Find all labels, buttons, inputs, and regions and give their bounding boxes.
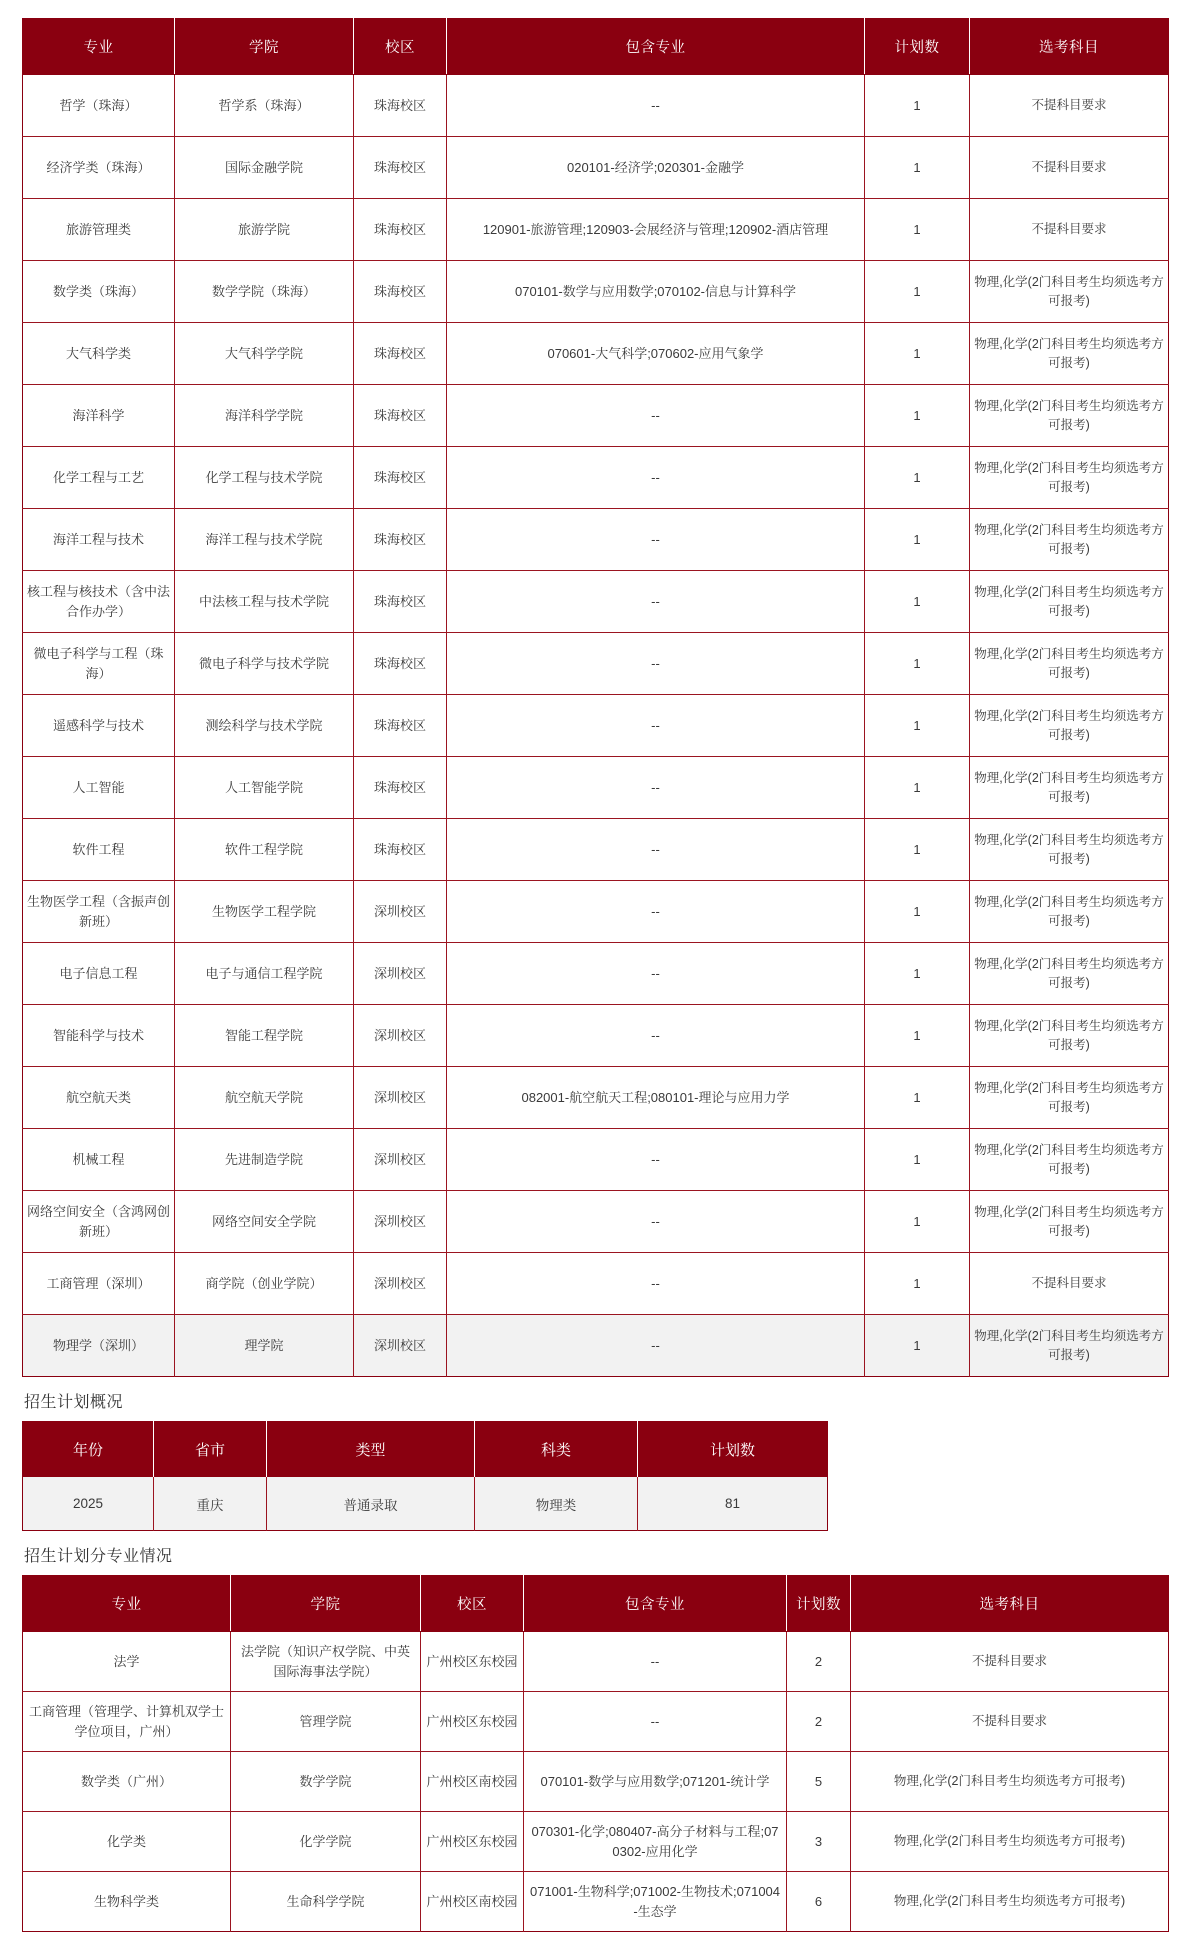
table-body: [23, 1632, 1169, 1932]
cell-major-name: 旅游管理类: [23, 199, 175, 261]
cell-plan-count: 1: [865, 1129, 970, 1191]
cell-college-name: 人工智能学院: [175, 757, 354, 819]
table-row: [23, 137, 1169, 199]
cell-plan-count: 1: [865, 1005, 970, 1067]
cell-campus-name: 珠海校区: [354, 633, 447, 695]
table-row: [23, 819, 1169, 881]
cell-campus-name: 深圳校区: [354, 881, 447, 943]
cell-contained-majors: 020101-经济学;020301-金融学: [447, 137, 865, 199]
cell-subject-requirement: 物理,化学(2门科目考生均须选考方可报考): [970, 1315, 1169, 1377]
cell-plan-count: 1: [865, 75, 970, 137]
cell-plan-count: 1: [865, 943, 970, 1005]
table-row: [23, 1477, 828, 1531]
cell-subject-requirement: 物理,化学(2门科目考生均须选考方可报考): [970, 447, 1169, 509]
cell-subject-requirement: 物理,化学(2门科目考生均须选考方可报考): [851, 1872, 1169, 1932]
cell-college-name: 大气科学学院: [175, 323, 354, 385]
cell-campus-name: 珠海校区: [354, 75, 447, 137]
cell-college-name: 旅游学院: [175, 199, 354, 261]
table-header: [23, 19, 1169, 75]
cell-plan-count: 1: [865, 323, 970, 385]
cell-college-name: 化学学院: [231, 1812, 421, 1872]
cell-campus-name: 珠海校区: [354, 137, 447, 199]
cell-campus-name: 广州校区南校园: [421, 1752, 524, 1812]
table-row: [23, 1067, 1169, 1129]
cell-contained-majors: --: [447, 1253, 865, 1315]
cell-college-name: 化学工程与技术学院: [175, 447, 354, 509]
cell-subject-requirement: 物理,化学(2门科目考生均须选考方可报考): [970, 509, 1169, 571]
table-row: [23, 75, 1169, 137]
table-row: [23, 571, 1169, 633]
cell-major-name: 遥感科学与技术: [23, 695, 175, 757]
cell-plan-count: 5: [787, 1752, 851, 1812]
table-row: [23, 509, 1169, 571]
table-row: [23, 323, 1169, 385]
cell-plan-count: 1: [865, 447, 970, 509]
column-header-subject: 选考科目: [970, 19, 1169, 75]
table-row: [23, 1129, 1169, 1191]
cell-plan-count: 1: [865, 1315, 970, 1377]
cell-campus-name: 深圳校区: [354, 1129, 447, 1191]
table-row: [23, 633, 1169, 695]
cell-plan-count: 2: [787, 1692, 851, 1752]
cell-plan-count: 1: [865, 137, 970, 199]
table-row: [23, 1872, 1169, 1932]
table-row: [23, 695, 1169, 757]
table-row: [23, 757, 1169, 819]
cell-plan-count: 1: [865, 1191, 970, 1253]
cell-plan-count: 3: [787, 1812, 851, 1872]
cell-campus-name: 广州校区东校园: [421, 1692, 524, 1752]
cell-major-name: 工商管理（管理学、计算机双学士学位项目，广州）: [23, 1692, 231, 1752]
cell-college-name: 管理学院: [231, 1692, 421, 1752]
cell-campus-name: 深圳校区: [354, 943, 447, 1005]
cell-major-name: 工商管理（深圳）: [23, 1253, 175, 1315]
cell-contained-majors: 120901-旅游管理;120903-会展经济与管理;120902-酒店管理: [447, 199, 865, 261]
cell-major-name: 大气科学类: [23, 323, 175, 385]
cell-college-name: 海洋科学学院: [175, 385, 354, 447]
major-plan-table-top: [22, 18, 1169, 1377]
column-header-campus: 校区: [421, 1576, 524, 1632]
cell-major-name: 化学工程与工艺: [23, 447, 175, 509]
cell-plan-count: 1: [865, 261, 970, 323]
table-row: [23, 447, 1169, 509]
cell-campus-name: 珠海校区: [354, 571, 447, 633]
cell-college-name: 海洋工程与技术学院: [175, 509, 354, 571]
cell-province: 重庆: [154, 1477, 267, 1531]
cell-contained-majors: --: [447, 385, 865, 447]
table-row: [23, 1253, 1169, 1315]
cell-subject-requirement: 物理,化学(2门科目考生均须选考方可报考): [970, 633, 1169, 695]
cell-major-name: 数学类（珠海）: [23, 261, 175, 323]
cell-major-name: 数学类（广州）: [23, 1752, 231, 1812]
cell-subject-requirement: 物理,化学(2门科目考生均须选考方可报考): [970, 695, 1169, 757]
cell-college-name: 数学学院（珠海）: [175, 261, 354, 323]
cell-campus-name: 珠海校区: [354, 509, 447, 571]
column-header-contains: 包含专业: [447, 19, 865, 75]
cell-contained-majors: --: [447, 757, 865, 819]
column-header-contains: 包含专业: [524, 1576, 787, 1632]
cell-plan-count: 1: [865, 1067, 970, 1129]
cell-subject-requirement: 物理,化学(2门科目考生均须选考方可报考): [970, 1129, 1169, 1191]
cell-subject-requirement: 不提科目要求: [970, 199, 1169, 261]
cell-contained-majors: 082001-航空航天工程;080101-理论与应用力学: [447, 1067, 865, 1129]
cell-subject-requirement: 物理,化学(2门科目考生均须选考方可报考): [970, 1067, 1169, 1129]
column-header-subject: 选考科目: [851, 1576, 1169, 1632]
cell-contained-majors: 070101-数学与应用数学;070102-信息与计算科学: [447, 261, 865, 323]
cell-plan-count: 1: [865, 757, 970, 819]
cell-campus-name: 珠海校区: [354, 261, 447, 323]
cell-major-name: 航空航天类: [23, 1067, 175, 1129]
cell-plan-count: 1: [865, 509, 970, 571]
cell-major-name: 生物科学类: [23, 1872, 231, 1932]
cell-subject-requirement: 物理,化学(2门科目考生均须选考方可报考): [970, 261, 1169, 323]
cell-campus-name: 珠海校区: [354, 695, 447, 757]
cell-subject-requirement: 不提科目要求: [970, 75, 1169, 137]
cell-contained-majors: 070601-大气科学;070602-应用气象学: [447, 323, 865, 385]
cell-campus-name: 珠海校区: [354, 819, 447, 881]
cell-major-name: 人工智能: [23, 757, 175, 819]
column-header-category: 科类: [475, 1422, 638, 1478]
summary-table-body: [23, 1477, 828, 1531]
cell-college-name: 先进制造学院: [175, 1129, 354, 1191]
major-section-title: 招生计划分专业情况: [24, 1548, 173, 1565]
cell-contained-majors: --: [447, 509, 865, 571]
cell-college-name: 电子与通信工程学院: [175, 943, 354, 1005]
table-row: [23, 943, 1169, 1005]
cell-plan-count: 1: [865, 633, 970, 695]
cell-campus-name: 珠海校区: [354, 757, 447, 819]
cell-major-name: 经济学类（珠海）: [23, 137, 175, 199]
cell-plan-count: 81: [638, 1477, 828, 1531]
table-row: [23, 1752, 1169, 1812]
cell-college-name: 中法核工程与技术学院: [175, 571, 354, 633]
cell-major-name: 智能科学与技术: [23, 1005, 175, 1067]
column-header-count: 计划数: [865, 19, 970, 75]
cell-college-name: 智能工程学院: [175, 1005, 354, 1067]
cell-subject-requirement: 物理,化学(2门科目考生均须选考方可报考): [970, 1191, 1169, 1253]
table-row: [23, 1005, 1169, 1067]
major-plan-table-bottom: [22, 1575, 1169, 1932]
cell-subject-requirement: 物理,化学(2门科目考生均须选考方可报考): [970, 819, 1169, 881]
table-row: [23, 261, 1169, 323]
column-header-year: 年份: [23, 1422, 154, 1478]
cell-campus-name: 珠海校区: [354, 447, 447, 509]
cell-major-name: 机械工程: [23, 1129, 175, 1191]
cell-subject-requirement: 物理,化学(2门科目考生均须选考方可报考): [970, 757, 1169, 819]
table-body: [23, 75, 1169, 1377]
cell-contained-majors: --: [447, 1191, 865, 1253]
cell-contained-majors: --: [447, 881, 865, 943]
cell-campus-name: 深圳校区: [354, 1315, 447, 1377]
table-row: [23, 1812, 1169, 1872]
cell-subject-requirement: 不提科目要求: [851, 1692, 1169, 1752]
cell-year: 2025: [23, 1477, 154, 1531]
cell-major-name: 物理学（深圳）: [23, 1315, 175, 1377]
table-row: [23, 1692, 1169, 1752]
cell-college-name: 网络空间安全学院: [175, 1191, 354, 1253]
column-header-campus: 校区: [354, 19, 447, 75]
cell-contained-majors: 070301-化学;080407-高分子材料与工程;070302-应用化学: [524, 1812, 787, 1872]
summary-table-header: [23, 1422, 828, 1478]
summary-section-title: 招生计划概况: [24, 1394, 124, 1411]
cell-major-name: 海洋工程与技术: [23, 509, 175, 571]
cell-campus-name: 深圳校区: [354, 1191, 447, 1253]
column-header-count: 计划数: [638, 1422, 828, 1478]
cell-contained-majors: --: [447, 75, 865, 137]
cell-plan-count: 1: [865, 199, 970, 261]
cell-contained-majors: 071001-生物科学;071002-生物技术;071004-生态学: [524, 1872, 787, 1932]
cell-contained-majors: --: [447, 447, 865, 509]
cell-college-name: 软件工程学院: [175, 819, 354, 881]
summary-table: [22, 1421, 828, 1531]
cell-subject-requirement: 不提科目要求: [970, 137, 1169, 199]
cell-subject-requirement: 物理,化学(2门科目考生均须选考方可报考): [851, 1752, 1169, 1812]
table-row: [23, 199, 1169, 261]
cell-major-name: 软件工程: [23, 819, 175, 881]
cell-contained-majors: 070101-数学与应用数学;071201-统计学: [524, 1752, 787, 1812]
cell-campus-name: 深圳校区: [354, 1253, 447, 1315]
cell-college-name: 生物医学工程学院: [175, 881, 354, 943]
cell-campus-name: 珠海校区: [354, 385, 447, 447]
column-header-province: 省市: [154, 1422, 267, 1478]
table-row: [23, 881, 1169, 943]
column-header-major: 专业: [23, 1576, 231, 1632]
cell-subject-requirement: 不提科目要求: [851, 1632, 1169, 1692]
cell-type: 普通录取: [267, 1477, 475, 1531]
cell-subject-requirement: 物理,化学(2门科目考生均须选考方可报考): [851, 1812, 1169, 1872]
cell-contained-majors: --: [447, 943, 865, 1005]
table-row: [23, 1191, 1169, 1253]
column-header-college: 学院: [175, 19, 354, 75]
cell-college-name: 法学院（知识产权学院、中英国际海事法学院）: [231, 1632, 421, 1692]
cell-major-name: 核工程与核技术（含中法合作办学）: [23, 571, 175, 633]
cell-college-name: 测绘科学与技术学院: [175, 695, 354, 757]
header-row: [23, 1422, 828, 1478]
cell-college-name: 哲学系（珠海）: [175, 75, 354, 137]
cell-contained-majors: --: [524, 1692, 787, 1752]
cell-subject-requirement: 物理,化学(2门科目考生均须选考方可报考): [970, 881, 1169, 943]
cell-campus-name: 广州校区东校园: [421, 1812, 524, 1872]
cell-college-name: 生命科学学院: [231, 1872, 421, 1932]
table-row: [23, 1315, 1169, 1377]
cell-contained-majors: --: [447, 1005, 865, 1067]
cell-plan-count: 1: [865, 571, 970, 633]
cell-contained-majors: --: [524, 1632, 787, 1692]
header-row: [23, 1576, 1169, 1632]
cell-major-name: 法学: [23, 1632, 231, 1692]
cell-campus-name: 珠海校区: [354, 323, 447, 385]
cell-contained-majors: --: [447, 1315, 865, 1377]
cell-major-name: 微电子科学与工程（珠海）: [23, 633, 175, 695]
cell-campus-name: 珠海校区: [354, 199, 447, 261]
cell-plan-count: 6: [787, 1872, 851, 1932]
cell-college-name: 商学院（创业学院）: [175, 1253, 354, 1315]
cell-subject-requirement: 物理,化学(2门科目考生均须选考方可报考): [970, 323, 1169, 385]
column-header-count: 计划数: [787, 1576, 851, 1632]
cell-subject-requirement: 物理,化学(2门科目考生均须选考方可报考): [970, 1005, 1169, 1067]
cell-campus-name: 广州校区东校园: [421, 1632, 524, 1692]
cell-contained-majors: --: [447, 1129, 865, 1191]
cell-college-name: 理学院: [175, 1315, 354, 1377]
cell-subject-requirement: 物理,化学(2门科目考生均须选考方可报考): [970, 943, 1169, 1005]
cell-plan-count: 1: [865, 695, 970, 757]
cell-subject-requirement: 物理,化学(2门科目考生均须选考方可报考): [970, 385, 1169, 447]
cell-plan-count: 1: [865, 1253, 970, 1315]
cell-major-name: 电子信息工程: [23, 943, 175, 1005]
cell-campus-name: 广州校区南校园: [421, 1872, 524, 1932]
cell-major-name: 哲学（珠海）: [23, 75, 175, 137]
cell-subject-requirement: 不提科目要求: [970, 1253, 1169, 1315]
table-header: [23, 1576, 1169, 1632]
cell-subject-requirement: 物理,化学(2门科目考生均须选考方可报考): [970, 571, 1169, 633]
cell-campus-name: 深圳校区: [354, 1067, 447, 1129]
cell-campus-name: 深圳校区: [354, 1005, 447, 1067]
cell-category: 物理类: [475, 1477, 638, 1531]
column-header-college: 学院: [231, 1576, 421, 1632]
cell-college-name: 航空航天学院: [175, 1067, 354, 1129]
cell-contained-majors: --: [447, 571, 865, 633]
table-row: [23, 385, 1169, 447]
cell-college-name: 数学学院: [231, 1752, 421, 1812]
cell-major-name: 网络空间安全（含鸿网创新班）: [23, 1191, 175, 1253]
cell-plan-count: 1: [865, 819, 970, 881]
cell-college-name: 微电子科学与技术学院: [175, 633, 354, 695]
cell-plan-count: 2: [787, 1632, 851, 1692]
cell-contained-majors: --: [447, 819, 865, 881]
cell-major-name: 海洋科学: [23, 385, 175, 447]
column-header-type: 类型: [267, 1422, 475, 1478]
cell-contained-majors: --: [447, 695, 865, 757]
cell-college-name: 国际金融学院: [175, 137, 354, 199]
cell-major-name: 化学类: [23, 1812, 231, 1872]
header-row: [23, 19, 1169, 75]
cell-contained-majors: --: [447, 633, 865, 695]
cell-plan-count: 1: [865, 881, 970, 943]
cell-major-name: 生物医学工程（含振声创新班）: [23, 881, 175, 943]
column-header-major: 专业: [23, 19, 175, 75]
cell-plan-count: 1: [865, 385, 970, 447]
